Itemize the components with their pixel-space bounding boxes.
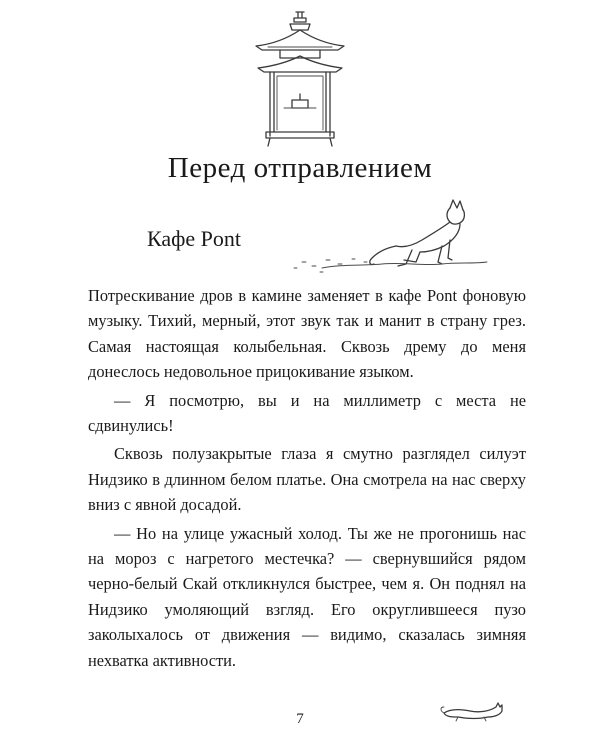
chapter-title: Перед отправлением [167, 152, 433, 184]
lantern-icon [244, 8, 356, 148]
paragraph: — Но на улице ужасный холод. Ты же не прогонишь нас на мороз с нагретого местечка? — свернувшийся рядом черно-белый Скай откликнулся быстрее, чем я. Он поднял на Нидзико умоляющий взгляд. Его округлившееся пузо заколыхалось от движения — видимо, сказалась зимняя нехватка активности. [88, 523, 526, 670]
cat-walking-icon [282, 196, 492, 286]
cat-lying-icon [438, 697, 510, 725]
paragraph: Сквозь полузакрытые глаза я смутно разглядел силуэт Нидзико в длинном белом платье. Она смотрела на нас сверху вниз с явной досадой. [88, 444, 526, 515]
section-title: Кафе Pont [147, 226, 242, 251]
page-number: 7 [296, 711, 304, 727]
body-text [88, 283, 526, 676]
paragraph: — Я посмотрю, вы и на миллиметр с места не сдвинулись! [88, 390, 526, 436]
paragraph: Потрескивание дров в камине заменяет в кафе Pont фоновую музыку. Тихий, мерный, этот звук так и манит в страну грез. Самая настоящая колыбельная. Сквозь дрему до меня донеслось недовольное прицокивание языком. [88, 286, 526, 382]
